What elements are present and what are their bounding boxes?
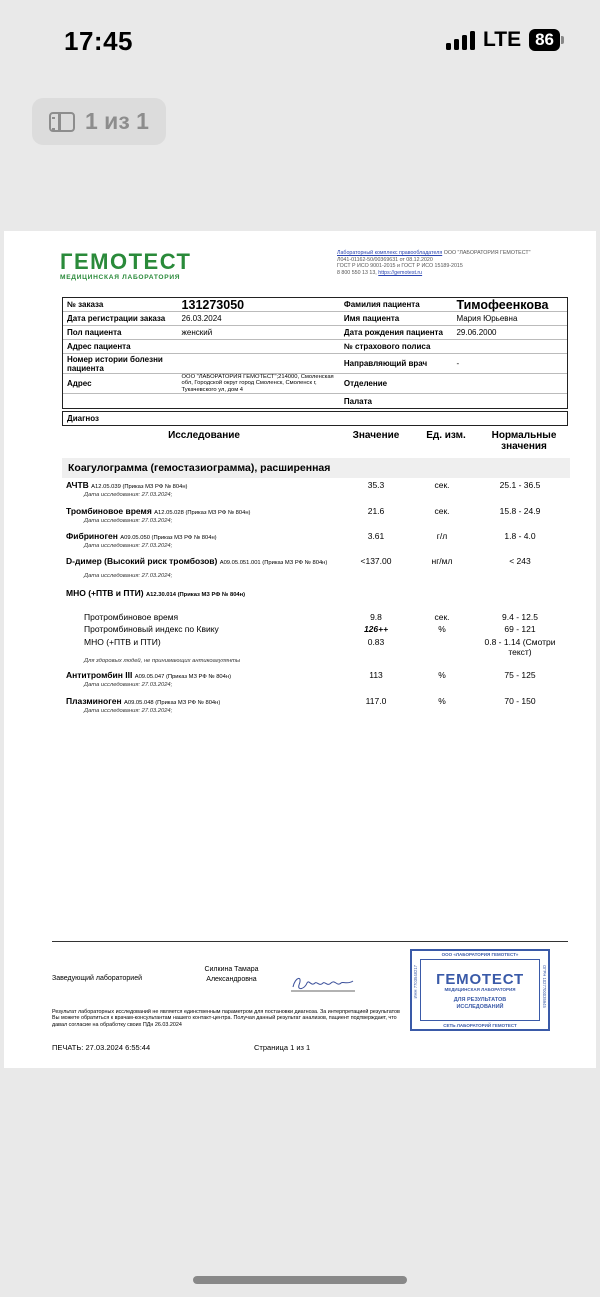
page-indicator-text: 1 из 1 bbox=[85, 108, 149, 134]
lab-stamp: ООО «ЛАБОРАТОРИЯ ГЕМОТЕСТ» СЕТЬ ЛАБОРАТОРИЙ ГЕМОТЕСТ ИНН 7703548217 ОГРН 1027700035945 ГЕМОТЕСТ МЕДИЦИНСКАЯ ЛАБОРАТОРИЯ ДЛЯ РЕЗУЛЬТАТОВ ИССЛЕДОВАНИЙ bbox=[410, 949, 550, 1031]
test-row: D-димер (Высокий риск тромбозов) A09.05.051.001 (Приказ МЗ РФ № 804н) bbox=[66, 556, 328, 566]
abnormal-value: 126++ bbox=[363, 624, 389, 634]
section-title: Коагулограмма (гемостазиограмма), расширенная bbox=[62, 458, 570, 478]
license-info: Лабораторный комплекс правообладателя ООО "ЛАБОРАТОРИЯ ГЕМОТЕСТ" Л041-01162-50/00369631 от 08.12.2020 ГОСТ Р ИСО 9001-2015 и ГОСТ Р ИСО 15189-2015 8 800 550 13 13, https://gemotest.ru bbox=[337, 250, 531, 276]
signature-image bbox=[289, 971, 359, 995]
footer-divider bbox=[52, 941, 568, 942]
document-page: ГЕМОТЕСТ МЕДИЦИНСКАЯ ЛАБОРАТОРИЯ Лабораторный комплекс правообладателя ООО "ЛАБОРАТОРИЯ ГЕМОТЕСТ" Л041-01162-50/00369631 от 08.12.2020 ГОСТ Р ИСО 9001-2015 и ГОСТ Р ИСО 15189-2015 8 800 550 13 13, https://gemotest.ru № заказа 131273050 Фамилия пациента Тимофеенкова Дата регистрации заказа 26.03.2024 Имя пациента Мария Юрьевна Пол пациента женский Дата рождения пациента 29.06.2000 Адрес пациента № страхового полиса Номер истории болезни пациента Направляющий врач - Адрес ООО "ЛАБОРАТОРИЯ ГЕМОТЕСТ";214000, Смоленская обл, Городской округ город Смоленск, Смоленск г, Тукачевского ул, дом 4 Отделение Палата Диагноз Исследование Значение Ед. изм. Нормальные значения Коагулограмма (гемостазиограмма), расширенная АЧТВ A12.05.039 (Приказ МЗ РФ № 804н) Дата исследования: 27.03.2024; 35.3 сек. 25.1 - 36.5 Тромбиновое время A12.05.028 (Приказ МЗ РФ № 804н) Дата исследования: 27.03.2024; 21.6 сек. 15.8 - 24.9 Фибриноген A09.05.050 (Приказ МЗ РФ № 804н) Дата исследования: 27.03.2024; 3.61 г/л 1.8 - 4.0 D-димер (Высокий риск тромбозов) A09.05.051.001 (Приказ МЗ РФ № 804н) Дата исследования: 27.03.2024; <137.00 нг/мл < 243 МНО (+ПТВ и ПТИ) A12.30.014 (Приказ МЗ РФ № 804н) Протромбиновое время 9.8 сек. 9.4 - 12.5 Протромбиновый индекс по Квику 126++ % 69 - 121 МНО (+ПТВ и ПТИ) 0.83 0.8 - 1.14 (Смотри текст) Для здоровых людей, не принимающих антикоагулянты Антитромбин III A09.05.047 (Приказ МЗ РФ № 804н) Дата исследования: 27.03.2024; 113 % 75 - 125 Плазминоген A09.05.048 (Приказ МЗ РФ № 804н) Дата исследования: 27.03.2024; 117.0 % 70 - 150 Заведующий лабораторией Силкина Тамара Александровна ООО «ЛАБОРАТОРИЯ ГЕМОТЕСТ» СЕТЬ ЛАБОРАТОРИЙ ГЕМОТЕСТ ИНН 7703548217 ОГРН 1027700035945 ГЕМОТЕСТ МЕДИЦИНСКАЯ ЛАБОРАТОРИЯ ДЛЯ РЕЗУЛЬТАТОВ ИССЛЕДОВАНИЙ Результат лабораторных исследований не является единственным параметром для постановки диагноза. За интерпретацией результатов Вы можете обратиться к врачам-консультантам нашего контакт-центра. Получая данный результат анализов, пациент подтверждает, что давал согласие на обработку своих ПДн 26.03.2024 ПЕЧАТЬ: 27.03.2024 6:55:44 Страница 1 из 1 bbox=[4, 231, 596, 1068]
license-link[interactable]: Лабораторный комплекс правообладателя bbox=[337, 250, 443, 256]
patient-info-table: № заказа 131273050 Фамилия пациента Тимофеенкова Дата регистрации заказа 26.03.2024 Имя пациента Мария Юрьевна Пол пациента женский Дата рождения пациента 29.06.2000 Адрес пациента № страхового полиса Номер истории болезни пациента Направляющий врач - Адрес ООО "ЛАБОРАТОРИЯ ГЕМОТЕСТ";214000, Смоленская обл, Городской округ город Смоленск, Смоленск г, Тукачевского ул, дом 4 Отделение Палата bbox=[62, 297, 568, 409]
patient-surname: Тимофеенкова bbox=[456, 297, 549, 312]
header-unit: Ед. изм. bbox=[426, 430, 466, 441]
gemotest-logo: ГЕМОТЕСТ МЕДИЦИНСКАЯ ЛАБОРАТОРИЯ bbox=[60, 249, 192, 281]
header-value: Значение bbox=[352, 430, 400, 441]
sidebar-icon bbox=[49, 112, 75, 132]
diagnosis-field: Диагноз bbox=[62, 411, 568, 426]
page-indicator-button[interactable] bbox=[32, 98, 166, 145]
status-time: 17:45 bbox=[64, 26, 133, 56]
disclaimer-text: Результат лабораторных исследований не является единственным параметром для постановки диагноза. За интерпретацией результатов Вы можете обратиться к врачам-консультантам нашего контакт-центра. Получая данный результат анализов, пациент подтверждает, что давал согласие на обработку своих ПДн 26.03.2024 bbox=[52, 1009, 400, 1028]
test-row: Фибриноген A09.05.050 (Приказ МЗ РФ № 804н) bbox=[66, 531, 217, 541]
test-row: Плазминоген A09.05.048 (Приказ МЗ РФ № 804н) bbox=[66, 696, 221, 706]
header-norm: Нормальные значения bbox=[491, 430, 557, 452]
print-timestamp: ПЕЧАТЬ: 27.03.2024 6:55:44 bbox=[52, 1043, 151, 1052]
test-row: Тромбиновое время A12.05.028 (Приказ МЗ РФ № 804н) bbox=[66, 506, 251, 516]
lab-address: ООО "ЛАБОРАТОРИЯ ГЕМОТЕСТ";214000, Смоленская обл, Городской округ город Смоленск, Смоленск г, Тукачевского ул, дом 4 bbox=[181, 373, 334, 393]
header-test: Исследование bbox=[168, 430, 240, 441]
network-type: LTE bbox=[482, 28, 522, 51]
page-number: Страница 1 из 1 bbox=[254, 1043, 311, 1052]
home-indicator[interactable] bbox=[193, 1276, 407, 1284]
head-label: Заведующий лабораторией bbox=[52, 975, 142, 982]
status-icons bbox=[446, 28, 560, 52]
test-row: Антитромбин III A09.05.047 (Приказ МЗ РФ № 804н) bbox=[66, 670, 232, 680]
battery-icon: 86 bbox=[529, 29, 560, 51]
head-name: Силкина Тамара Александровна bbox=[204, 966, 259, 983]
order-number: 131273050 bbox=[181, 297, 245, 312]
signal-icon bbox=[446, 30, 475, 50]
test-row-mno: МНО (+ПТВ и ПТИ) A12.30.014 (Приказ МЗ РФ № 804н) bbox=[66, 588, 246, 598]
site-link[interactable]: https://gemotest.ru bbox=[378, 269, 423, 276]
test-row: АЧТВ A12.05.039 (Приказ МЗ РФ № 804н) bbox=[66, 480, 188, 490]
